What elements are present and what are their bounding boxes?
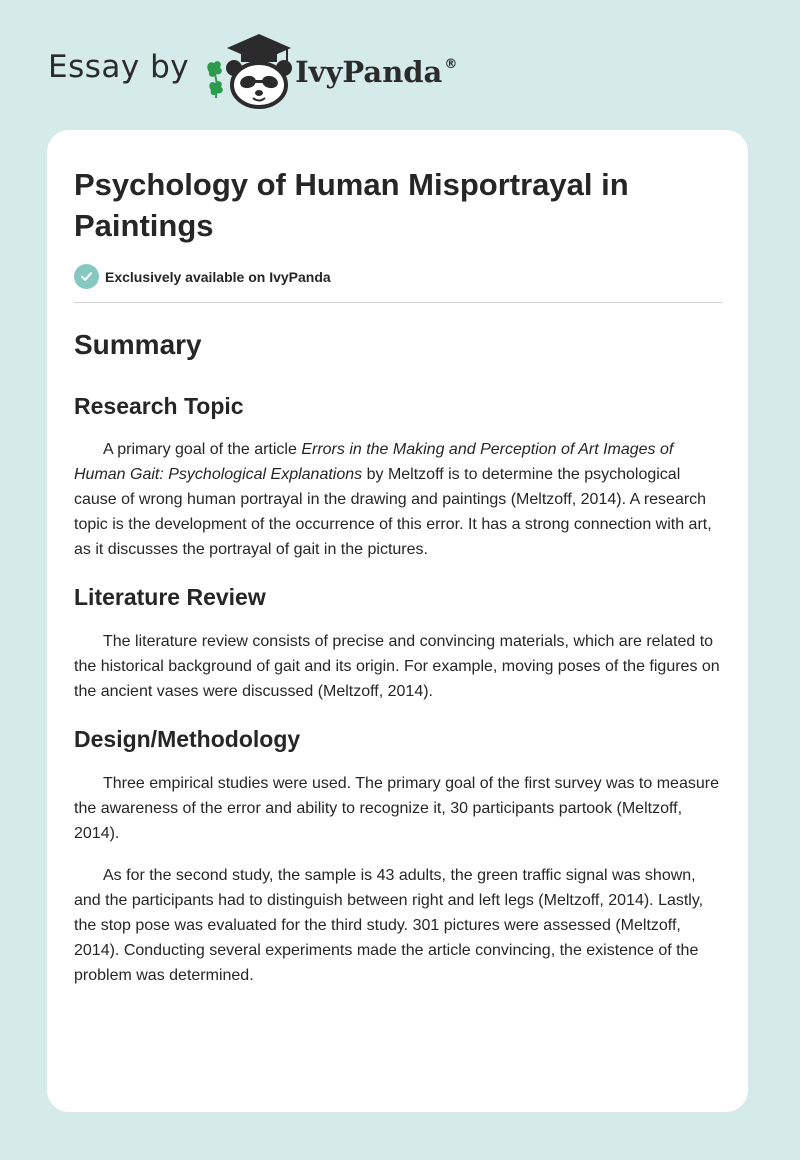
summary-heading: Summary	[74, 329, 202, 360]
paragraph-design-methodology-1: Three empirical studies were used. The primary goal of the first survey was to measure the awareness of the error and ability to recognize it, 30 participants partook (Meltzoff, 2014).	[74, 775, 719, 842]
brand-prefix: Essay by	[48, 49, 190, 85]
paragraph-literature-review: The literature review consists of precise and convincing materials, which are related to the historical background of gait and its origin. For example, moving poses of the figures on the ancient vases were discussed (Meltzoff, 2014).	[74, 633, 720, 700]
brand-header[interactable]	[48, 32, 457, 110]
registered-mark: ®	[444, 57, 458, 72]
check-icon	[74, 264, 99, 289]
exclusive-label: Exclusively available on IvyPanda	[105, 268, 331, 285]
section-heading-research-topic: Research Topic	[74, 393, 244, 419]
section-heading-design-methodology: Design/Methodology	[74, 726, 301, 752]
paragraph-research-topic	[74, 437, 722, 562]
brand-name	[295, 55, 457, 89]
paragraph-text: by Meltzoff is to determine the psychological cause of wrong human portrayal in the drawing and paintings (Meltzoff, 2014). A research topic is the development of the occurrence of this error. It has a strong connection with art, as it discusses the portrayal of gait in the pictures.	[74, 466, 712, 558]
article-title-italic: Errors in the Making and Perception of Art Images of Human Gait: Psychological Explanations	[74, 441, 674, 483]
section-heading-literature-review: Literature Review	[74, 584, 266, 610]
paragraph-text: A primary goal of the article	[103, 441, 302, 458]
exclusive-badge	[74, 264, 722, 289]
panda-graduate-icon	[203, 32, 295, 110]
paragraph-design-methodology-2: As for the second study, the sample is 43 adults, the green traffic signal was shown, and the participants had to distinguish between right and left legs (Meltzoff, 2014). Lastly, the stop pose was evaluated for the third study. 301 pictures were assessed (Meltzoff, 2014). Conducting several experiments made the article convincing, the existence of the problem was determined.	[74, 867, 704, 984]
divider	[74, 302, 722, 303]
page-title: Psychology of Human Misportrayal in Paintings	[74, 167, 629, 243]
essay-card	[47, 130, 748, 1112]
brand-name-text: IvyPanda	[295, 55, 443, 89]
